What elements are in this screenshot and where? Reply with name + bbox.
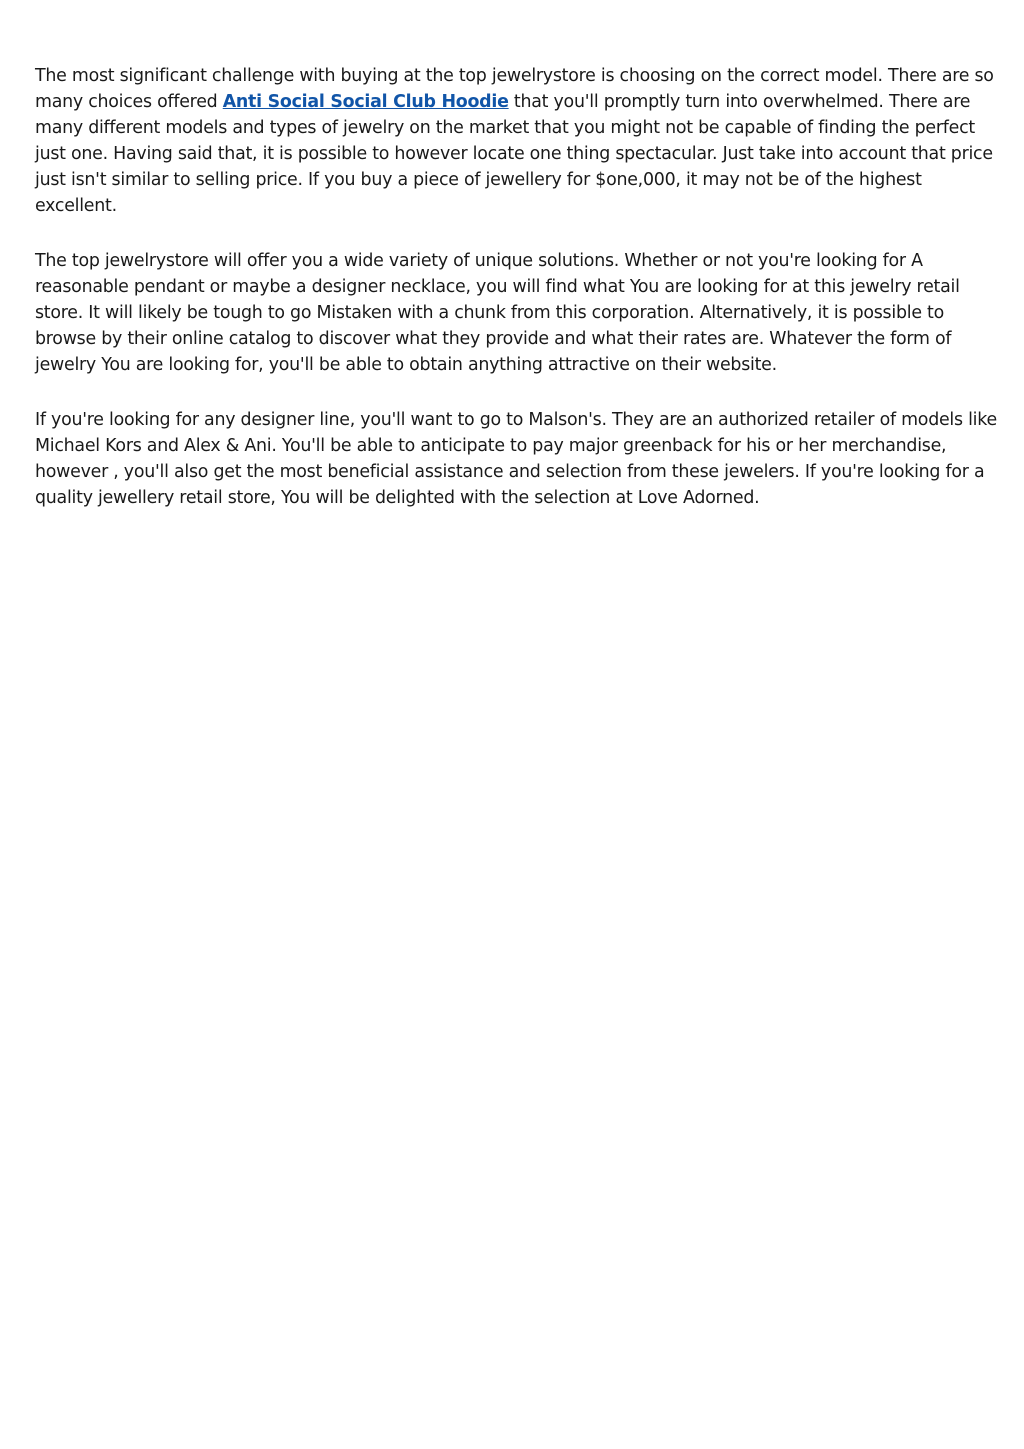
anti-social-social-club-hoodie-link[interactable]: Anti Social Social Club Hoodie [222, 92, 509, 112]
paragraph-2: The top jewelrystore will offer you a wide variety of unique solutions. Whether or not you're looking for A reasonable pendant or maybe a designer necklace, you will find what You are looking for at this jewelry retail store. It will likely be tough to go Mistaken with a chunk from this corporation. Alternatively, it is possible to browse by their online catalog to discover what they provide and what their rates are. Whatever the form of jewelry You are looking for, you'll be able to obtain anything attractive on their website. [35, 251, 960, 375]
paragraph-1-text-before-link: The most significant challenge with buying at the top jewelrystore is choosing on the correct model. There are so many choices offered [35, 66, 994, 112]
paragraph-1 [35, 63, 997, 219]
paragraph-3: If you're looking for any designer line, you'll want to go to Malson's. They are an authorized retailer of models like Michael Kors and Alex & Ani. You'll be able to anticipate to pay major greenback for his or her merchandise, however , you'll also get the most beneficial assistance and selection from these jewelers. If you're looking for a quality jewellery retail store, You will be delighted with the selection at Love Adorned. [35, 410, 997, 508]
paragraph-1-text-after-link: that you'll promptly turn into overwhelmed. There are many different models and types of jewelry on the market that you might not be capable of finding the perfect just one. Having said that, it is possible to however locate one thing spectacular. Just take into account that price just isn't similar to selling price. If you buy a piece of jewellery for $one,000, it may not be of the highest excellent. [35, 92, 993, 216]
document-body [35, 63, 997, 540]
